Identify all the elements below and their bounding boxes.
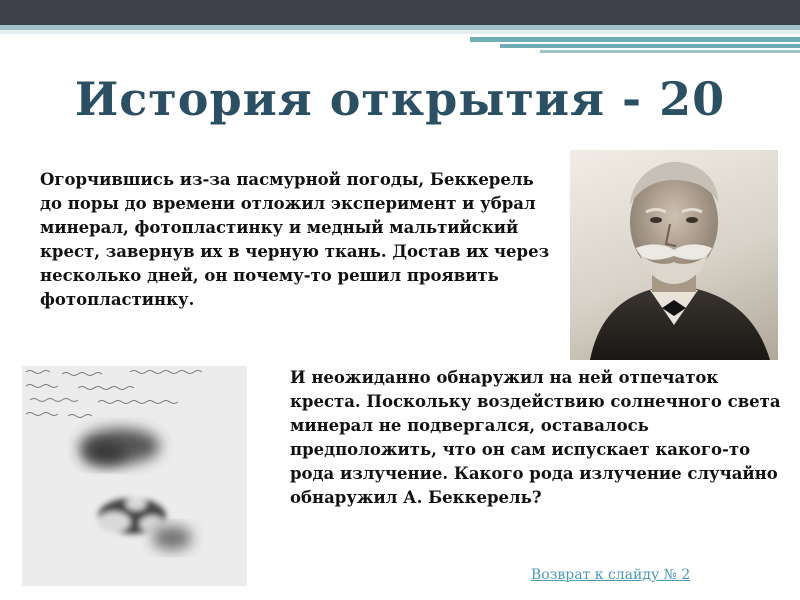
return-to-slide-2-link[interactable]: Возврат к слайду № 2 (531, 567, 691, 583)
photographic-plate-image (22, 366, 247, 586)
plate-illustration (22, 366, 247, 586)
top-accent-line (470, 37, 800, 42)
top-accent-line (500, 44, 800, 48)
story-paragraph-1: Огорчившись из-за пасмурной погоды, Беккерель до поры до времени отложил эксперимент и убрал минерал, фотопластинку и медный мальтийский крест, завернув их в черную ткань. Достав их через несколько дней, он почему-то решил проявить фотопластинку. (40, 170, 550, 309)
story-paragraph-2: И неожиданно обнаружил на ней отпечаток креста. Поскольку воздействию солнечного света минерал не подвергался, оставалось предположить, что он сам испускает какого-то рода излучение. Какого рода излучение случайно обнаружил А. Беккерель? (290, 368, 781, 507)
slide-title: История открытия - 20 (74, 72, 726, 126)
top-decor-bar (0, 0, 800, 25)
becquerel-portrait (570, 150, 778, 360)
top-decor-stripe-light (0, 30, 800, 34)
portrait-illustration (570, 150, 778, 360)
top-accent-line (540, 50, 800, 53)
